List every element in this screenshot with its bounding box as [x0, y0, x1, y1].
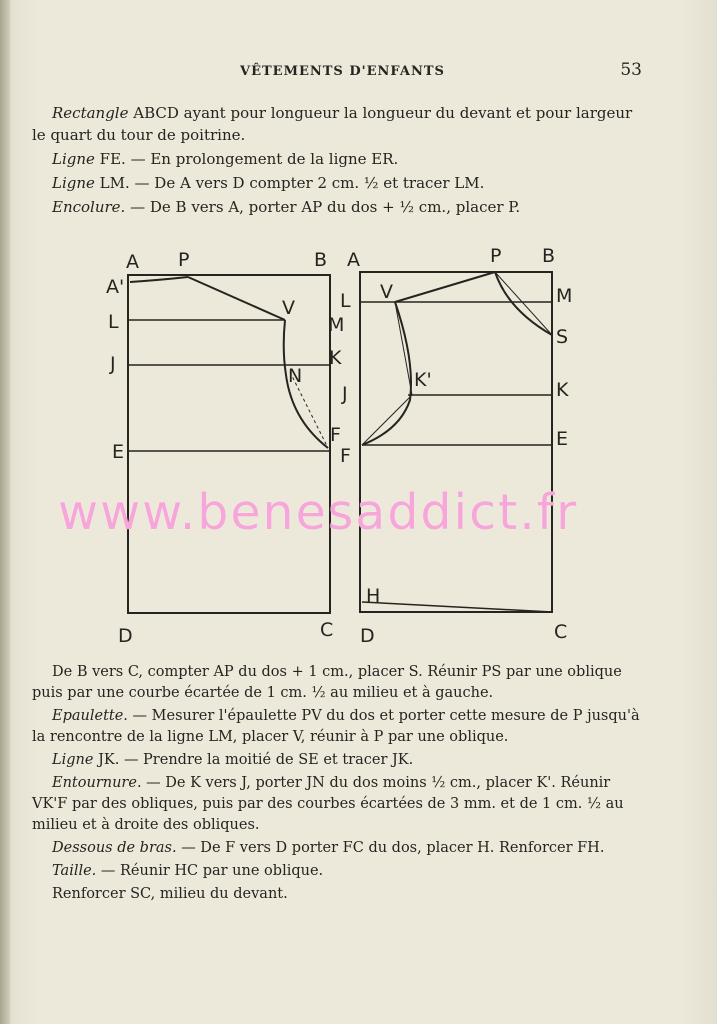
label-m: M [328, 314, 345, 336]
label-m-right: M [556, 285, 573, 307]
right-rectangle [360, 272, 552, 612]
label-f-right: F [340, 445, 351, 467]
paragraph-rectangle [32, 102, 644, 146]
paragraph-text: JK. — Prendre la moitié de SE et tracer JK. [93, 752, 414, 768]
label-h-right: H [366, 585, 381, 607]
label-d: D [118, 625, 133, 647]
term: Taille. [52, 863, 97, 879]
right-shoulder [395, 272, 495, 302]
paragraph-ligne-fe [32, 148, 644, 170]
paragraph-text: — Réunir HC par une oblique. [96, 863, 324, 879]
label-p: P [178, 249, 190, 271]
label-k-prime-right: K' [414, 369, 432, 391]
paragraph-text: De B vers C, compter AP du dos + 1 cm., placer S. Réunir PS par une oblique puis par une courbe écartée de 1 cm. ½ au milieu et à gauche. [32, 664, 622, 701]
paragraph-dessous-de-bras [32, 838, 644, 859]
label-j: J [110, 353, 116, 375]
paragraph-text: ABCD ayant pour longueur la longueur du devant et pour largeur le quart du tour de poitrine. [32, 104, 633, 144]
label-l-right: L [340, 290, 351, 312]
label-k: K [329, 347, 342, 369]
right-armhole [362, 302, 411, 445]
label-j-right: J [342, 383, 348, 405]
label-d-right: D [360, 625, 375, 647]
label-c: C [320, 619, 334, 641]
term: Ligne [52, 174, 95, 192]
page-header [40, 60, 650, 84]
label-n: N [288, 365, 303, 387]
label-b-right: B [542, 245, 556, 267]
label-b: B [314, 249, 328, 271]
label-p-right: P [490, 245, 502, 267]
right-armhole-oblique-1 [395, 302, 412, 395]
label-v: V [282, 297, 295, 319]
paragraph-ligne-lm [32, 172, 644, 194]
term: Ligne [52, 752, 94, 768]
term: Encolure. [52, 198, 126, 216]
pattern-diagram [100, 240, 600, 650]
label-a-top: A [126, 251, 139, 273]
label-a-right: A [347, 249, 360, 271]
paragraph-text: Renforcer SC, milieu du devant. [52, 886, 288, 902]
label-k-right: K [556, 379, 569, 401]
label-s-right: S [556, 326, 569, 348]
running-title: VÊTEMENTS D'ENFANTS [240, 64, 445, 79]
term: Epaulette. [52, 708, 128, 724]
paragraph-renforcer [32, 884, 644, 905]
label-l: L [108, 311, 119, 333]
pattern-diagram-svg [100, 240, 600, 650]
watermark: www.benesaddict.fr [58, 484, 579, 541]
page-binding-shadow [0, 0, 10, 1024]
label-e: E [112, 441, 125, 463]
term: Rectangle [52, 104, 129, 122]
left-shoulder [188, 277, 285, 320]
paragraph-placer-s [32, 662, 644, 704]
paragraph-text: LM. — De A vers D compter 2 cm. ½ et tracer LM. [94, 174, 485, 192]
label-a-prime: A' [106, 276, 125, 298]
paragraph-text: FE. — En prolongement de la ligne ER. [94, 150, 399, 168]
term: Entournure. [52, 775, 142, 791]
right-armhole-oblique-2 [362, 395, 412, 445]
label-v-right: V [380, 281, 393, 303]
paragraph-epaulette [32, 706, 644, 748]
term: Ligne [52, 150, 95, 168]
paragraph-text: — De B vers A, porter AP du dos + ½ cm., placer P. [125, 198, 521, 216]
label-f: F [330, 424, 341, 446]
label-e-right: E [556, 428, 569, 450]
paragraph-text: — De F vers D porter FC du dos, placer H. Renforcer FH. [176, 840, 605, 856]
instructions-bottom [32, 662, 644, 907]
term: Dessous de bras. [52, 840, 177, 856]
paragraph-text: — Mesurer l'épaulette PV du dos et porter cette mesure de P jusqu'à la rencontre de la ligne LM, placer V, réunir à P par une oblique. [32, 708, 640, 745]
paragraph-taille [32, 861, 644, 882]
page-number: 53 [620, 60, 642, 80]
left-rectangle [128, 275, 330, 613]
paragraph-entournure [32, 773, 644, 836]
paragraph-encolure [32, 196, 644, 218]
label-c-right: C [554, 621, 568, 643]
paragraph-text: — De K vers J, porter JN du dos moins ½ cm., placer K'. Réunir VK'F par des obliques, puis par des courbes écartées de 3 mm. et de 1 cm. ½ au milieu et à droite des obliques. [32, 775, 624, 833]
right-waist-line [362, 602, 552, 612]
paragraph-ligne-jk [32, 750, 644, 771]
left-neckline [130, 277, 188, 282]
right-neck-oblique [495, 272, 552, 335]
instructions-top [32, 102, 644, 220]
